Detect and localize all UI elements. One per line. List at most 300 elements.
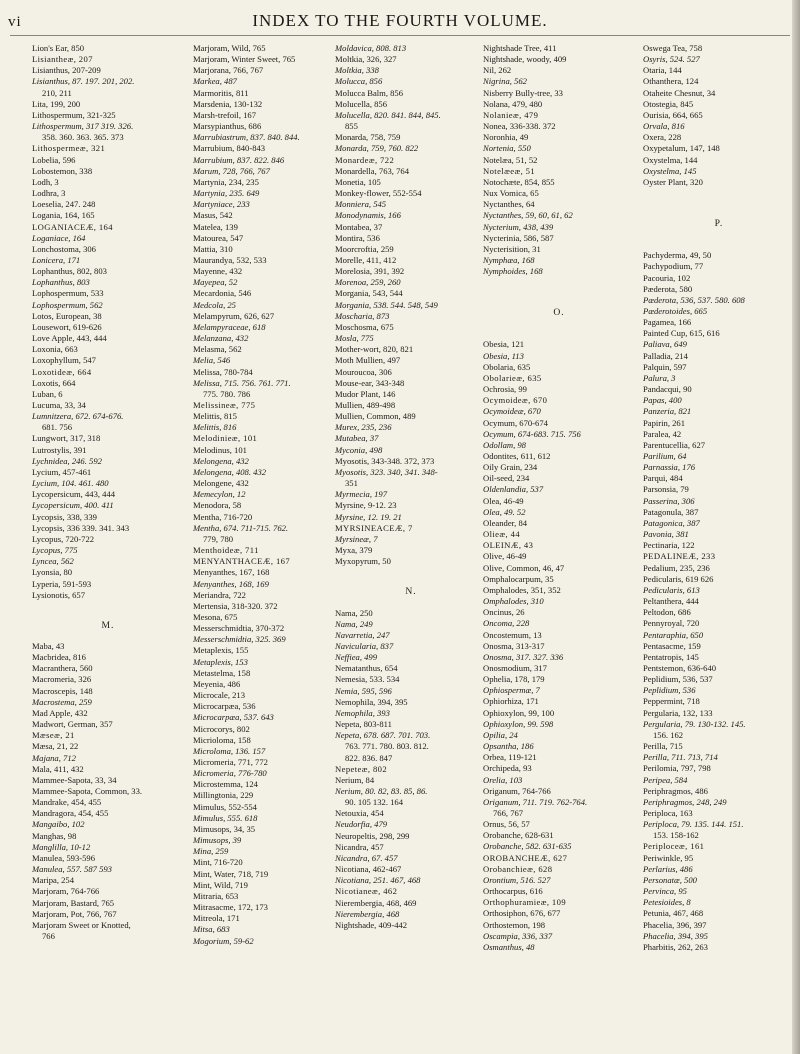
- index-entry: Pachyderma, 49, 50: [643, 250, 712, 261]
- index-entry: LOGANIACEÆ, 164: [32, 221, 113, 232]
- index-entry: Melia, 546: [193, 355, 231, 366]
- index-entry: Phacelia, 394, 395: [643, 930, 708, 941]
- index-entry: Nux Vomica, 65: [483, 188, 539, 199]
- index-entry: Pergularia, 132, 133: [643, 707, 713, 718]
- index-entry: Onosmodium, 317: [483, 662, 547, 673]
- index-entry: Nepeta, 678. 687. 701. 703.: [335, 730, 431, 741]
- index-entry: Nymphoides, 168: [483, 266, 543, 277]
- index-entry: Marjoram, Bastard, 765: [32, 897, 115, 908]
- index-entry: Lychnidea, 246. 592: [32, 455, 102, 466]
- index-entry: Parqui, 484: [643, 473, 683, 484]
- index-entry: Macranthera, 560: [32, 663, 93, 674]
- index-entry: Nicotianeæ, 462: [335, 886, 398, 897]
- index-entry: Origanum, 764-766: [483, 785, 551, 796]
- index-entry: Orthophuramieæ, 109: [483, 897, 567, 908]
- index-entry: Myrsine, 9-12. 23: [335, 500, 397, 511]
- index-entry: Omphalocarpum, 35: [483, 573, 554, 584]
- index-entry: Moltkia, 326, 327: [335, 54, 397, 65]
- index-entry: Mint, Water, 718, 719: [193, 868, 269, 879]
- index-entry: Ocymum, 674-683. 715. 756: [483, 428, 581, 439]
- index-entry: Morgania, 543, 544: [335, 288, 403, 299]
- index-entry: Pagamea, 166: [643, 317, 692, 328]
- index-entry: Patagonula, 387: [643, 506, 699, 517]
- index-entry: Ornus, 56, 57: [483, 819, 530, 830]
- index-entry: Morgania, 538. 544. 548, 549: [335, 299, 438, 310]
- index-entry: Mutabea, 37: [335, 433, 379, 444]
- index-entry: Melittis, 815: [193, 411, 237, 422]
- index-entry: Lungwort, 317, 318: [32, 433, 101, 444]
- page-edge-shadow: [792, 0, 800, 1054]
- index-entry: Nierembergia, 468, 469: [335, 897, 417, 908]
- index-entry: Martyniace, 233: [193, 199, 250, 210]
- index-entry: Parsonsia, 79: [643, 484, 689, 495]
- index-entry: Lophanthus, 802, 803: [32, 266, 107, 277]
- index-entry: Meriandra, 722: [193, 589, 246, 600]
- index-entry: Nemia, 595, 596: [335, 685, 392, 696]
- index-entry: Mentha, 674. 711-715. 762.: [193, 522, 289, 533]
- index-entry: Lithospermeæ, 321: [32, 143, 106, 154]
- index-entry: Myrmecia, 197: [335, 489, 388, 500]
- index-entry: Pæderotoides, 665: [643, 305, 708, 316]
- index-entry: Lycopsis, 336 339. 341. 343: [32, 522, 130, 533]
- index-entry: Pergularia, 79. 130-132. 145.: [643, 718, 746, 729]
- index-entry: Mullien, Common, 489: [335, 411, 416, 422]
- spacer: [643, 239, 795, 250]
- index-entry: Lycopersicum, 443, 444: [32, 489, 116, 500]
- index-entry: OLEINÆ, 43: [483, 540, 534, 551]
- index-entry: Mint, 716-720: [193, 857, 243, 868]
- index-entry: Molucca Balm, 856: [335, 87, 404, 98]
- index-entry: Orchipeda, 93: [483, 763, 532, 774]
- index-column-1: [32, 43, 184, 942]
- index-entry: Mecardonia, 546: [193, 288, 252, 299]
- index-entry: Moscharia, 873: [335, 310, 390, 321]
- index-entry: Macbridea, 816: [32, 652, 86, 663]
- index-entry: Nepeta, 803-811: [335, 719, 392, 730]
- index-entry: Nigrina, 562: [483, 76, 527, 87]
- index-entry: Meyenia, 486: [193, 678, 241, 689]
- index-entry: Lobelia, 596: [32, 154, 76, 165]
- index-entry: Othanthera, 124: [643, 76, 699, 87]
- index-entry: Ophiospermæ, 7: [483, 685, 540, 696]
- index-entry: Nyctanthes, 64: [483, 199, 535, 210]
- index-entry: Madwort, German, 357: [32, 719, 113, 730]
- index-entry: Notochæte, 854, 855: [483, 176, 555, 187]
- index-entry: Logania, 164, 165: [32, 210, 95, 221]
- index-entry: Lotos, European, 38: [32, 310, 102, 321]
- index-entry: Myconia, 498: [335, 444, 383, 455]
- index-entry: Mammee-Sapota, Common, 33.: [32, 786, 143, 796]
- index-entry: Lodhra, 3: [32, 188, 66, 199]
- index-entry: Nierembergia, 468: [335, 908, 400, 919]
- index-entry: Palquin, 597: [643, 361, 687, 372]
- index-entry: Ophioxylon, 99. 598: [483, 718, 554, 729]
- index-entry: Oxypetalum, 147, 148: [643, 143, 720, 154]
- index-entry: Nycterinia, 586, 587: [483, 232, 554, 243]
- index-entry: Mouse-ear, 343-348: [335, 377, 405, 388]
- index-entry: Myrsineæ, 7: [335, 533, 378, 544]
- index-column-2: [193, 43, 345, 947]
- index-entry: Omphalodes, 310: [483, 596, 544, 607]
- index-entry: Martynia, 234, 235: [193, 176, 259, 187]
- index-column-5: [643, 43, 795, 953]
- index-entry: Ophioxylon, 99, 100: [483, 707, 555, 718]
- index-entry: Moltkia, 338: [335, 65, 379, 76]
- index-entry: Mudor Plant, 146: [335, 388, 396, 399]
- index-entry: Pacouria, 102: [643, 272, 691, 283]
- index-entry: Pennyroyal, 720: [643, 618, 700, 629]
- index-entry: Marjoram, Pot, 766, 767: [32, 908, 117, 919]
- index-entry: Microcale, 213: [193, 690, 246, 701]
- index-entry: Melodinieæ, 101: [193, 433, 258, 444]
- index-entry: Olea, 46-49: [483, 495, 524, 506]
- index-entry: Peripea, 584: [643, 774, 688, 785]
- spacer: [32, 601, 184, 612]
- spacer: [335, 567, 487, 578]
- index-entry: Nightshade, 409-442: [335, 919, 408, 930]
- index-entry: Noronhia, 49: [483, 132, 529, 143]
- index-entry: Monkey-flower, 552-554: [335, 188, 422, 199]
- index-entry: Onosma, 313-317: [483, 640, 545, 651]
- index-entry-continuation: 822. 836. 847: [345, 752, 393, 763]
- index-entry: Microcarpæa, 537. 643: [193, 712, 274, 723]
- page-header: [0, 0, 800, 36]
- index-entry: Neudorfia, 479: [335, 819, 388, 830]
- index-entry: Mimulus, 555. 618: [193, 812, 258, 823]
- index-entry: Perlarius, 486: [643, 863, 693, 874]
- index-entry: Opilia, 24: [483, 729, 518, 740]
- index-entry: Manulea, 593-596: [32, 852, 96, 863]
- index-entry: Nisberry Bully-tree, 33: [483, 87, 563, 98]
- index-entry: Nama, 250: [335, 607, 373, 618]
- index-entry: Marsdenia, 130-132: [193, 98, 263, 109]
- index-entry: Olieæ, 44: [483, 529, 521, 540]
- index-entry: Monardeæ, 722: [335, 154, 395, 165]
- index-entry: Montabea, 37: [335, 221, 383, 232]
- index-entry: Moth Mullien, 497: [335, 355, 401, 366]
- index-entry: Myxopyrum, 50: [335, 556, 391, 567]
- index-entry: Peplidium, 536: [643, 685, 696, 696]
- index-entry: MENYANTHACEÆ, 167: [193, 556, 291, 567]
- section-letter: M.: [101, 619, 115, 631]
- index-entry: Pervinca, 95: [643, 886, 687, 897]
- index-entry: Pæderota, 536, 537. 580. 608: [643, 294, 745, 305]
- index-entry: Obolaria, 635: [483, 361, 531, 372]
- index-entry: Ocymoideæ, 670: [483, 406, 541, 417]
- index-entry: Orontium, 516. 527: [483, 874, 551, 885]
- index-entry: Onosma, 317. 327. 336: [483, 651, 564, 662]
- index-entry: Messerschmidtia, 370-372: [193, 623, 285, 634]
- index-entry: Ochrosia, 99: [483, 384, 527, 395]
- index-entry: Perilla, 715: [643, 741, 683, 752]
- index-entry: Morelle, 411, 412: [335, 254, 397, 265]
- index-entry: Lita, 199, 200: [32, 98, 81, 109]
- index-entry: Nepeteæ, 802: [335, 763, 388, 774]
- index-entry: Mitreola, 171: [193, 913, 240, 924]
- index-entry: Osyris, 524. 527: [643, 54, 700, 65]
- index-entry-continuation: 775. 780. 786: [203, 388, 251, 399]
- index-entry: Neffiea, 499: [335, 652, 378, 663]
- index-entry: Nicandra, 67. 457: [335, 852, 398, 863]
- index-entry: Oncinus, 26: [483, 607, 525, 618]
- index-entry: Paralea, 42: [643, 428, 682, 439]
- index-entry: Menyanthes, 168, 169: [193, 578, 269, 589]
- index-entry: Ocymum, 670-674: [483, 417, 548, 428]
- index-entry: Microcorys, 802: [193, 723, 250, 734]
- index-entry: Morenoa, 259, 260: [335, 277, 401, 288]
- index-entry: Perilomia, 797, 798: [643, 763, 711, 774]
- index-entry-continuation: 766, 767: [493, 808, 524, 818]
- section-letter: N.: [405, 586, 417, 598]
- index-entry: Orobanchieæ, 628: [483, 863, 553, 874]
- index-entry: Pentstemon, 636-640: [643, 662, 717, 673]
- index-entry: Pæderota, 580: [643, 283, 693, 294]
- index-entry: Lycium, 457-461: [32, 466, 92, 477]
- index-entry: Mogorium, 59-62: [193, 935, 254, 946]
- index-entry: Mayepea, 52: [193, 277, 238, 288]
- index-entry: Melissa, 715. 756. 761. 771.: [193, 377, 291, 388]
- index-entry: Odontites, 611, 612: [483, 451, 551, 461]
- index-entry: Periwinkle, 95: [643, 852, 694, 863]
- spacer: [483, 288, 635, 299]
- index-entry: Orobanche, 628-631: [483, 830, 554, 841]
- page-number: vi: [8, 14, 22, 30]
- index-entry: Pandacqui, 90: [643, 384, 692, 395]
- index-entry: Monetia, 105: [335, 176, 381, 187]
- section-letter: P.: [714, 218, 724, 230]
- index-entry: Lucuma, 33, 34: [32, 400, 86, 410]
- index-entry: Mina, 259: [193, 846, 229, 857]
- index-entry: Melittis, 816: [193, 422, 237, 433]
- index-entry: Myrsine, 12. 19. 21: [335, 511, 402, 522]
- index-entry: Menodora, 58: [193, 500, 242, 511]
- index-entry-continuation: 90. 105 132. 164: [345, 797, 404, 808]
- index-entry: Obesia, 121: [483, 339, 525, 350]
- index-entry: Melampyraceae, 618: [193, 321, 266, 332]
- index-entry: Notelæa, 51, 52: [483, 154, 538, 165]
- index-entry: Matourea, 547: [193, 232, 244, 243]
- index-entry-continuation: 855: [345, 121, 358, 132]
- index-entry: OROBANCHEÆ, 627: [483, 852, 568, 863]
- index-entry: Maurandya, 532, 533: [193, 254, 267, 265]
- index-entry: Myosotis, 323. 340, 341. 348-: [335, 466, 438, 477]
- index-entry: Marrubium, 840-843: [193, 143, 266, 154]
- index-entry: Marrubium, 837. 822. 846: [193, 154, 285, 165]
- index-entry: Neuropeltis, 298, 299: [335, 830, 410, 841]
- index-entry: Melasma, 562: [193, 344, 242, 355]
- index-entry: Lyncea, 562: [32, 556, 74, 567]
- index-entry: Orthocarpus, 616: [483, 886, 543, 897]
- index-entry: Lumnitzera, 672. 674-676.: [32, 411, 124, 422]
- index-entry: Lysionotis, 657: [32, 589, 86, 600]
- index-entry: Medcola, 25: [193, 299, 236, 310]
- index-entry: Love Apple, 443, 444: [32, 333, 107, 344]
- index-entry: Matelea, 139: [193, 221, 238, 232]
- index-entry: Mimusops, 39: [193, 835, 242, 846]
- index-entry: Morelosia, 391, 392: [335, 266, 405, 277]
- index-entry: Nightshade, woody, 409: [483, 54, 567, 65]
- index-entry: Mæseæ, 21: [32, 730, 75, 741]
- index-entry: Macromeria, 326: [32, 674, 92, 685]
- index-entry: Periphragmos, 248, 249: [643, 796, 727, 807]
- index-entry: Metaplexis, 155: [193, 645, 249, 656]
- index-entry: Oyster Plant, 320: [643, 176, 703, 187]
- index-entry-continuation: 358. 360. 363. 365. 373: [42, 132, 124, 143]
- index-entry: Olive, Common, 46, 47: [483, 562, 565, 573]
- index-entry: Mitsa, 683: [193, 924, 230, 935]
- index-entry: Oily Grain, 234: [483, 462, 538, 473]
- index-entry: Peltanthera, 444: [643, 596, 699, 607]
- index-entry: Nicotiana, 251. 467, 468: [335, 875, 421, 886]
- index-entry: Nolanieæ, 479: [483, 109, 539, 120]
- index-entry: Lousewort, 619-626: [32, 321, 102, 332]
- index-entry: Ophiorhiza, 171: [483, 696, 539, 707]
- index-entry: Melodinus, 101: [193, 444, 247, 455]
- index-entry: Oil-seed, 234: [483, 473, 530, 484]
- spacer: [643, 188, 795, 199]
- index-entry: Personatæ, 500: [643, 874, 697, 885]
- index-entry: Micromeria, 771, 772: [193, 757, 268, 767]
- index-entry: Olive, 46-49: [483, 551, 527, 562]
- index-entry: Peppermint, 718: [643, 696, 700, 707]
- index-entry: Melissa, 780-784: [193, 366, 253, 377]
- index-entry-continuation: 766: [42, 931, 55, 942]
- index-entry: Lyonsia, 80: [32, 567, 73, 578]
- index-entry: Ourisia, 664, 665: [643, 109, 703, 120]
- index-entry: Nicotiana, 462-467: [335, 864, 402, 875]
- index-entry: Patagonica, 387: [643, 517, 700, 528]
- index-entry: Mimulus, 552-554: [193, 801, 257, 812]
- index-entry: Melanzana, 432: [193, 333, 249, 344]
- index-entry: Ophelia, 178, 179: [483, 674, 545, 685]
- index-entry-continuation: 763. 771. 780. 803. 812.: [345, 741, 429, 752]
- index-entry: Melongena, 408. 432: [193, 466, 267, 477]
- index-entry: Moldavica, 808. 813: [335, 43, 407, 53]
- index-entry: Nicandra, 457: [335, 841, 384, 852]
- index-entry: Nightshade Tree, 411: [483, 43, 557, 53]
- index-entry: Lophanthus, 803: [32, 277, 90, 288]
- index-entry: Lonchostoma, 306: [32, 243, 96, 254]
- index-entry: Monardella, 763, 764: [335, 165, 409, 176]
- index-entry: Marmoritis, 811: [193, 87, 249, 98]
- index-entry: Metastelma, 158: [193, 667, 251, 678]
- index-entry: Mesona, 675: [193, 611, 238, 622]
- index-column-3: [335, 43, 487, 931]
- index-entry: Mammee-Sapota, 33, 34: [32, 774, 117, 785]
- index-entry: Nil, 262: [483, 65, 512, 76]
- index-entry: Orthostemon, 198: [483, 919, 546, 930]
- index-entry: Monarda, 758, 759: [335, 132, 401, 143]
- index-entry: Petunia, 467, 468: [643, 908, 704, 919]
- index-entry: Oncoma, 228: [483, 618, 530, 629]
- index-entry: Paliava, 649: [643, 339, 687, 350]
- index-entry: Marrubiastrum, 837. 840. 844.: [193, 132, 300, 143]
- index-entry: Orthosiphon, 676, 677: [483, 908, 561, 919]
- index-entry: Molucella, 856: [335, 98, 388, 109]
- index-entry: Martynia, 235. 649: [193, 188, 260, 199]
- index-entry: Orbea, 119-121: [483, 752, 537, 763]
- index-entry: Mitrasacme, 172, 173: [193, 902, 268, 913]
- index-entry: Masus, 542: [193, 210, 233, 221]
- index-entry: Nerium, 80. 82, 83. 85, 86.: [335, 786, 428, 796]
- index-entry: Marjoram, Wild, 765: [193, 43, 266, 53]
- index-entry: Marsypianthus, 686: [193, 121, 262, 132]
- index-entry: Lisianthus, 87. 197. 201, 202.: [32, 76, 135, 87]
- index-entry: Oscampia, 336, 337: [483, 930, 553, 941]
- index-entry: Manulea, 557. 587 593: [32, 864, 112, 875]
- index-entry: Lonicera, 171: [32, 254, 81, 265]
- index-entry: Panzeria, 821: [643, 406, 692, 417]
- index-entry: Myosotis, 343-348. 372, 373: [335, 455, 435, 466]
- index-entry: Monniera, 545: [335, 199, 387, 210]
- index-entry: Lithospermum, 317 319. 326.: [32, 121, 134, 132]
- page-title: INDEX TO THE FOURTH VOLUME.: [252, 11, 548, 30]
- index-entry: Melissineæ, 775: [193, 400, 256, 410]
- index-entry: Melampyrum, 626, 627: [193, 310, 275, 321]
- index-entry: Majana, 712: [32, 752, 76, 763]
- index-entry: Otaheite Chesnut, 34: [643, 87, 716, 98]
- index-entry: Pharbitis, 262, 263: [643, 941, 708, 952]
- index-entry: Obolarieæ, 635: [483, 372, 542, 383]
- index-entry: Marum, 728, 766, 767: [193, 165, 270, 176]
- index-entry: Marjoram Sweet or Knotted,: [32, 919, 131, 930]
- index-entry: Parentucellia, 627: [643, 439, 706, 450]
- index-entry: Oxera, 228: [643, 132, 682, 143]
- index-entry: Nolana, 479, 480: [483, 98, 543, 109]
- index-entry: Peplidium, 536, 537: [643, 674, 713, 685]
- index-entry: Metaplexis, 153: [193, 656, 248, 667]
- index-entry: Nemophila, 394, 395: [335, 696, 408, 707]
- section-letter: O.: [553, 307, 565, 319]
- index-entry: Mint, Wild, 719: [193, 879, 248, 890]
- index-entry: Oncostemum, 13: [483, 629, 542, 640]
- index-entry: Papirin, 261: [643, 417, 686, 428]
- index-entry: Nymphæa, 168: [483, 254, 535, 265]
- index-entry: Mayenne, 432: [193, 266, 243, 277]
- index-entry: Navarretia, 247: [335, 629, 390, 640]
- index-entry: Loxonia, 663: [32, 344, 78, 355]
- index-entry: Pectinaria, 122: [643, 540, 695, 551]
- index-entry: Oxystelma, 145: [643, 165, 697, 176]
- index-entry: Maripa, 254: [32, 875, 75, 886]
- index-entry: Nemesia, 533. 534: [335, 674, 400, 685]
- index-entry: Periploca, 163: [643, 808, 693, 818]
- index-entry: Nycterium, 438, 439: [483, 221, 554, 232]
- index-entry: Orelia, 103: [483, 774, 523, 785]
- index-entry-continuation: 681. 756: [42, 422, 73, 433]
- index-entry: Parilium, 64: [643, 451, 687, 461]
- index-entry: Mattia, 310: [193, 243, 233, 254]
- index-entry: Macrostema, 259: [32, 696, 92, 707]
- spacer: [643, 199, 795, 210]
- index-entry: Oleander, 84: [483, 517, 528, 528]
- index-entry: Lycopus, 775: [32, 545, 78, 556]
- index-entry: Nemophila, 393: [335, 707, 390, 718]
- index-entry: Moschosma, 675: [335, 321, 394, 332]
- index-entry: Mouroucoa, 306: [335, 366, 392, 377]
- index-entry: Peltodon, 686: [643, 607, 691, 618]
- index-entry: Pentaraphia, 650: [643, 629, 704, 640]
- index-entry: Mandrake, 454, 455: [32, 797, 102, 808]
- index-entry: Myxa, 379: [335, 545, 373, 556]
- index-entry: Nonea, 336-338. 372: [483, 121, 556, 132]
- index-entry: Murex, 235, 236: [335, 422, 392, 433]
- index-entry: Pentatropis, 145: [643, 651, 699, 662]
- index-entry-continuation: 156. 162: [653, 729, 684, 740]
- index-entry: Mæsa, 21, 22: [32, 741, 79, 752]
- index-entry: Molucca, 856: [335, 76, 383, 87]
- index-entry: Periploceæ, 161: [643, 841, 705, 852]
